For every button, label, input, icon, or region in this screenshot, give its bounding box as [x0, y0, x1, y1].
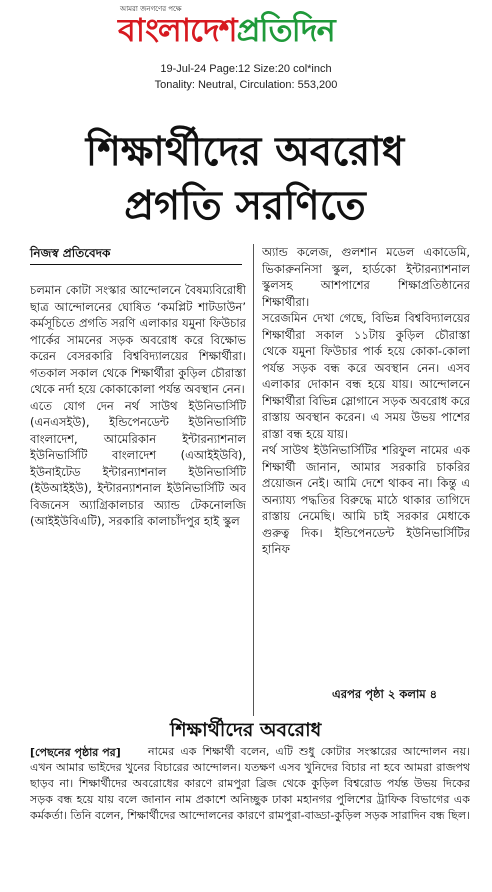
right-paragraph-1: অ্যান্ড কলেজ, গুলশান মডেল একাডেমি, ভিকারুননিসা স্কুল, হার্ডকো ইন্টারন্যাশনাল স্কুলসহ আশপাশের শিক্ষাপ্রতিষ্ঠানের শিক্ষার্থীরা। [262, 245, 470, 309]
headline-line-1: শিক্ষার্থীদের অবরোধ [85, 129, 405, 175]
continuation-title: শিক্ষার্থীদের অবরোধ [170, 719, 322, 741]
right-paragraph-2: সরেজমিন দেখা গেছে, বিভিন্ন বিশ্ববিদ্যালয়ের শিক্ষার্থীরা সকাল ১১টায় কুড়িল চৌরাস্তা থেকে যমুনা ফিউচার পার্ক হয়ে কোকা-কোলা পর্যন্ত সড়ক বন্ধ করে অবস্থান নেন। এসব এলাকার দোকান বন্ধ হয়ে যায়। আন্দোলনে শিক্ষার্থীরা বিভিন্ন স্লোগানে সড়ক অবরোধ করে রাস্তায় অবস্থান করেন। এ সময় উভয় পাশের রাস্তা বন্ধ হয়ে যায়। [262, 311, 470, 441]
logo-part-bangladesh: বাংলাদেশ [118, 11, 237, 49]
newspaper-logo [118, 10, 335, 50]
clipping-meta-date: 19-Jul-24 Page:12 Size:20 col*inch [160, 63, 332, 75]
byline-rule [30, 264, 242, 265]
clipping-meta-tonality: Tonality: Neutral, Circulation: 553,200 [154, 79, 338, 91]
byline: নিজস্ব প্রতিবেদক [30, 246, 111, 260]
masthead [0, 0, 492, 60]
article-right-column [262, 244, 470, 706]
continuation-label: [পেছনের পৃষ্ঠার পর] [30, 746, 121, 759]
article-left-column [30, 282, 246, 724]
continuation-text: নামের এক শিক্ষার্থী বলেন, এটি শুধু কোটার সংস্কারের আন্দোলন নয়। এখন আমার ভাইদের খুনের বিচারের আন্দোলন। যতক্ষণ এসব খুনিদের বিচার না হবে আমরা রাজপথ ছাড়ব না। শিক্ষার্থীদের অবরোধের কারণে রামপুরা ব্রিজ থেকে কুড়িল বিশ্বরোড পর্যন্ত উভয় দিকের সড়ক বন্ধ হয়ে যায় বলে জানান নাম প্রকাশে অনিচ্ছুক ঢাকা মহানগর পুলিশের ট্রাফিক বিভাগের এক কর্মকর্তা। তিনি বলেন, শিক্ষার্থীদের আন্দোলনের কারণে রামপুরা-বাড্ডা-কুড়িল সড়ক সারাদিন বন্ধ ছিল। [30, 745, 470, 822]
column-divider [253, 244, 254, 716]
left-paragraph-1: চলমান কোটা সংস্কার আন্দোলনে বৈষম্যবিরোধী ছাত্র আন্দোলনের ঘোষিত ‘কমপ্লিট শাটডাউন’ কর্মসূচিতে প্রগতি সরণি এলাকার যমুনা ফিউচার পার্কের সামনের সড়ক অবরোধ করে বিক্ষোভ করেন বেসরকারি বিশ্ববিদ্যালয়ের শিক্ষার্থীরা। গতকাল সকাল থেকে শিক্ষার্থীরা কুড়িল চৌরাস্তা থেকে নর্দা হয়ে কোকাকোলা পর্যন্ত অবস্থান নেন। [30, 283, 246, 396]
masthead-tagline: আমরা জনগণের পক্ষে [120, 5, 182, 13]
headline-line-2: প্রগতি সরণিতে [124, 183, 366, 229]
logo-part-protidin: প্রতিদিন [236, 11, 335, 49]
right-paragraph-3: নর্থ সাউথ ইউনিভার্সিটির শরিফুল নামের এক শিক্ষার্থী জানান, আমার সরকারি চাকরির প্রয়োজন নেই। আমি দেশে থাকব না। কিন্তু এ অন্যায্য পদ্ধতির বিরুদ্ধে মাঠে থাকার তাগিদে রাস্তায় নেমেছি। আমি চাই সরকার মেধাকে গুরুত্ব দিক। ইন্ডিপেনডেন্ট ইউনিভার্সিটির হানিফ [262, 443, 470, 556]
jump-line: এরপর পৃষ্ঠা ২ কলাম ৪ [332, 687, 438, 701]
left-paragraph-2: এতে যোগ দেন নর্থ সাউথ ইউনিভার্সিটি (এনএসইউ), ইন্ডিপেনডেন্ট ইউনিভার্সিটি বাংলাদেশ, আমেরিকান ইন্টারন্যাশনাল ইউনিভার্সিটি বাংলাদেশ (এআইইউবি), ইউনাইটেড ইন্টারন্যাশনাল ইউনিভার্সিটি (ইউআইইউ), ইন্টারন্যাশনাল ইউনিভার্সিটি অব বিজনেস অ্যাগ্রিকালচার অ্যান্ড টেকনোলজি (আইইউবিএটি), সরকারি কালাচাঁদপুর হাই স্কুল [30, 398, 246, 528]
